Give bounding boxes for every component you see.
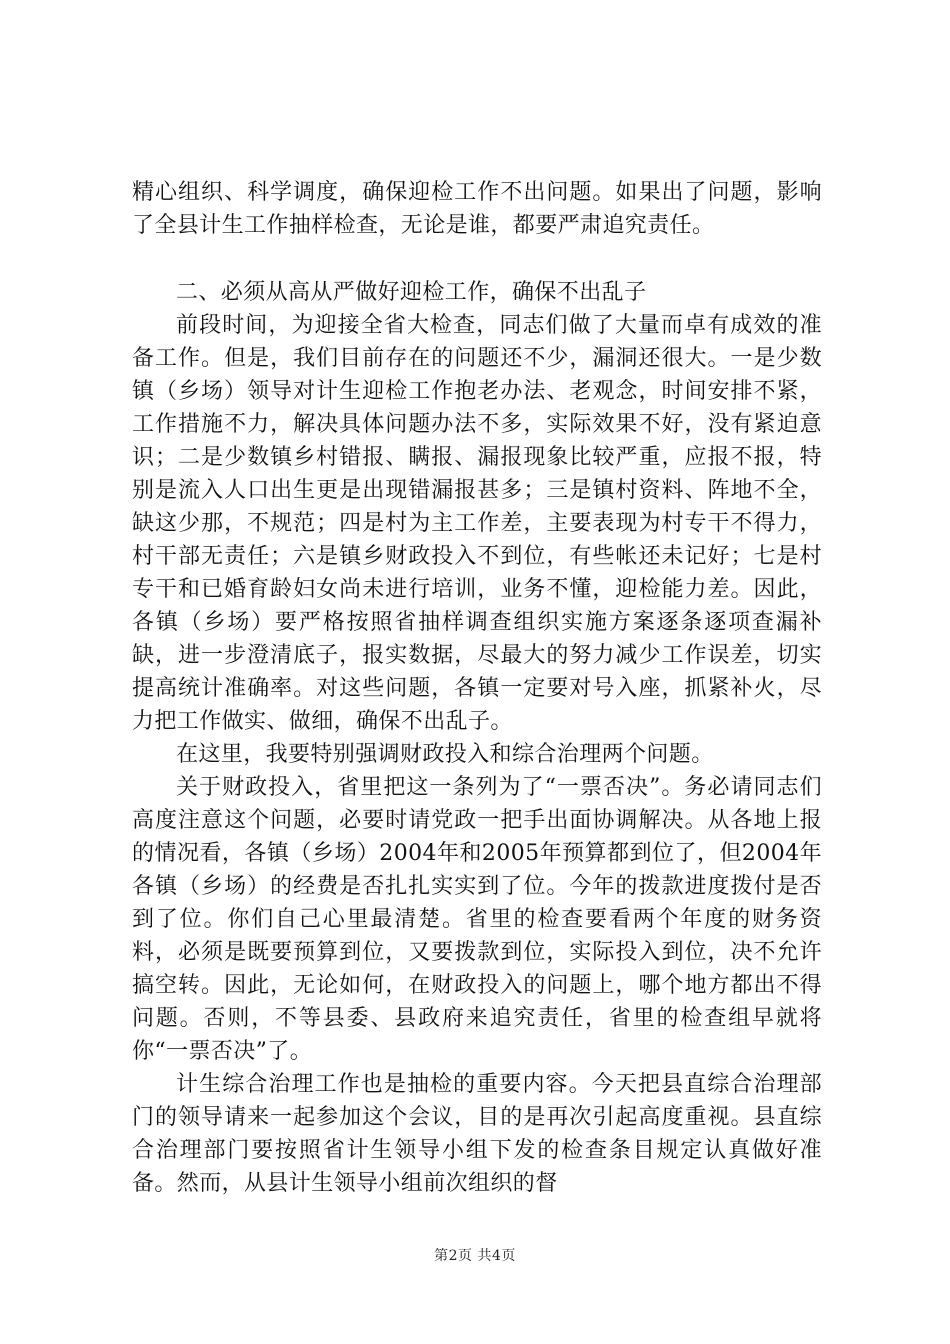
document-body	[132, 176, 822, 1200]
page-footer: 第2页 共4页	[434, 1248, 516, 1264]
paragraph-governance: 计生综合治理工作也是抽检的重要内容。今天把县直综合治理部门的领导请来一起参加这个会议，目的是再次引起高度重视。县直综合治理部门要按照省计生领导小组下发的检查条目规定认真做好准备。然而，从县计生领导小组前次组织的督	[132, 1072, 822, 1196]
paragraph-gap	[132, 242, 822, 276]
paragraph-continuation: 精心组织、科学调度，确保迎检工作不出问题。如果出了问题，影响了全县计生工作抽样检查，无论是谁，都要严肃追究责任。	[132, 180, 822, 238]
paragraph-emphasis: 在这里，我要特别强调财政投入和综合治理两个问题。	[176, 742, 714, 767]
section-heading: 二、必须从高从严做好迎检工作，确保不出乱子	[176, 280, 647, 305]
paragraph-finance: 关于财政投入，省里把这一条列为了“一票否决”。务必请同志们高度注意这个问题，必要时请党政一把手出面协调解决。从各地上报的情况看，各镇（乡场）2004年和2005年预算都到位了，但2004年各镇（乡场）的经费是否扎扎实实到了位。今年的拨款进度拨付是否到了位。你们自己心里最清楚。省里的检查要看两个年度的财务资料，必须是既要预算到位，又要拨款到位，实际投入到位，决不允许搞空转。因此，无论如何，在财政投入的问题上，哪个地方都出不得问题。否则，不等县委、县政府来追究责任，省里的检查组早就将你“一票否决”了。	[132, 775, 822, 1064]
paragraph-problems: 前段时间，为迎接全省大检查，同志们做了大量而卓有成效的准备工作。但是，我们目前存在的问题还不少，漏洞还很大。一是少数镇（乡场）领导对计生迎检工作抱老办法、老观念，时间安排不紧，工作措施不力，解决具体问题办法不多，实际效果不好，没有紧迫意识；二是少数镇乡村错报、瞒报、漏报现象比较严重，应报不报，特别是流入人口出生更是出现错漏报甚多；三是镇村资料、阵地不全，缺这少那，不规范；四是村为主工作差，主要表现为村专干不得力，村干部无责任；六是镇乡财政投入不到位，有些帐还未记好；七是村专干和已婚育龄妇女尚未进行培训，业务不懂，迎检能力差。因此，各镇（乡场）要严格按照省抽样调查组织实施方案逐条逐项查漏补缺，进一步澄清底子，报实数据，尽最大的努力减少工作误差，切实提高统计准确率。对这些问题，各镇一定要对号入座，抓紧补火，尽力把工作做实、做细，确保不出乱子。	[132, 313, 822, 734]
